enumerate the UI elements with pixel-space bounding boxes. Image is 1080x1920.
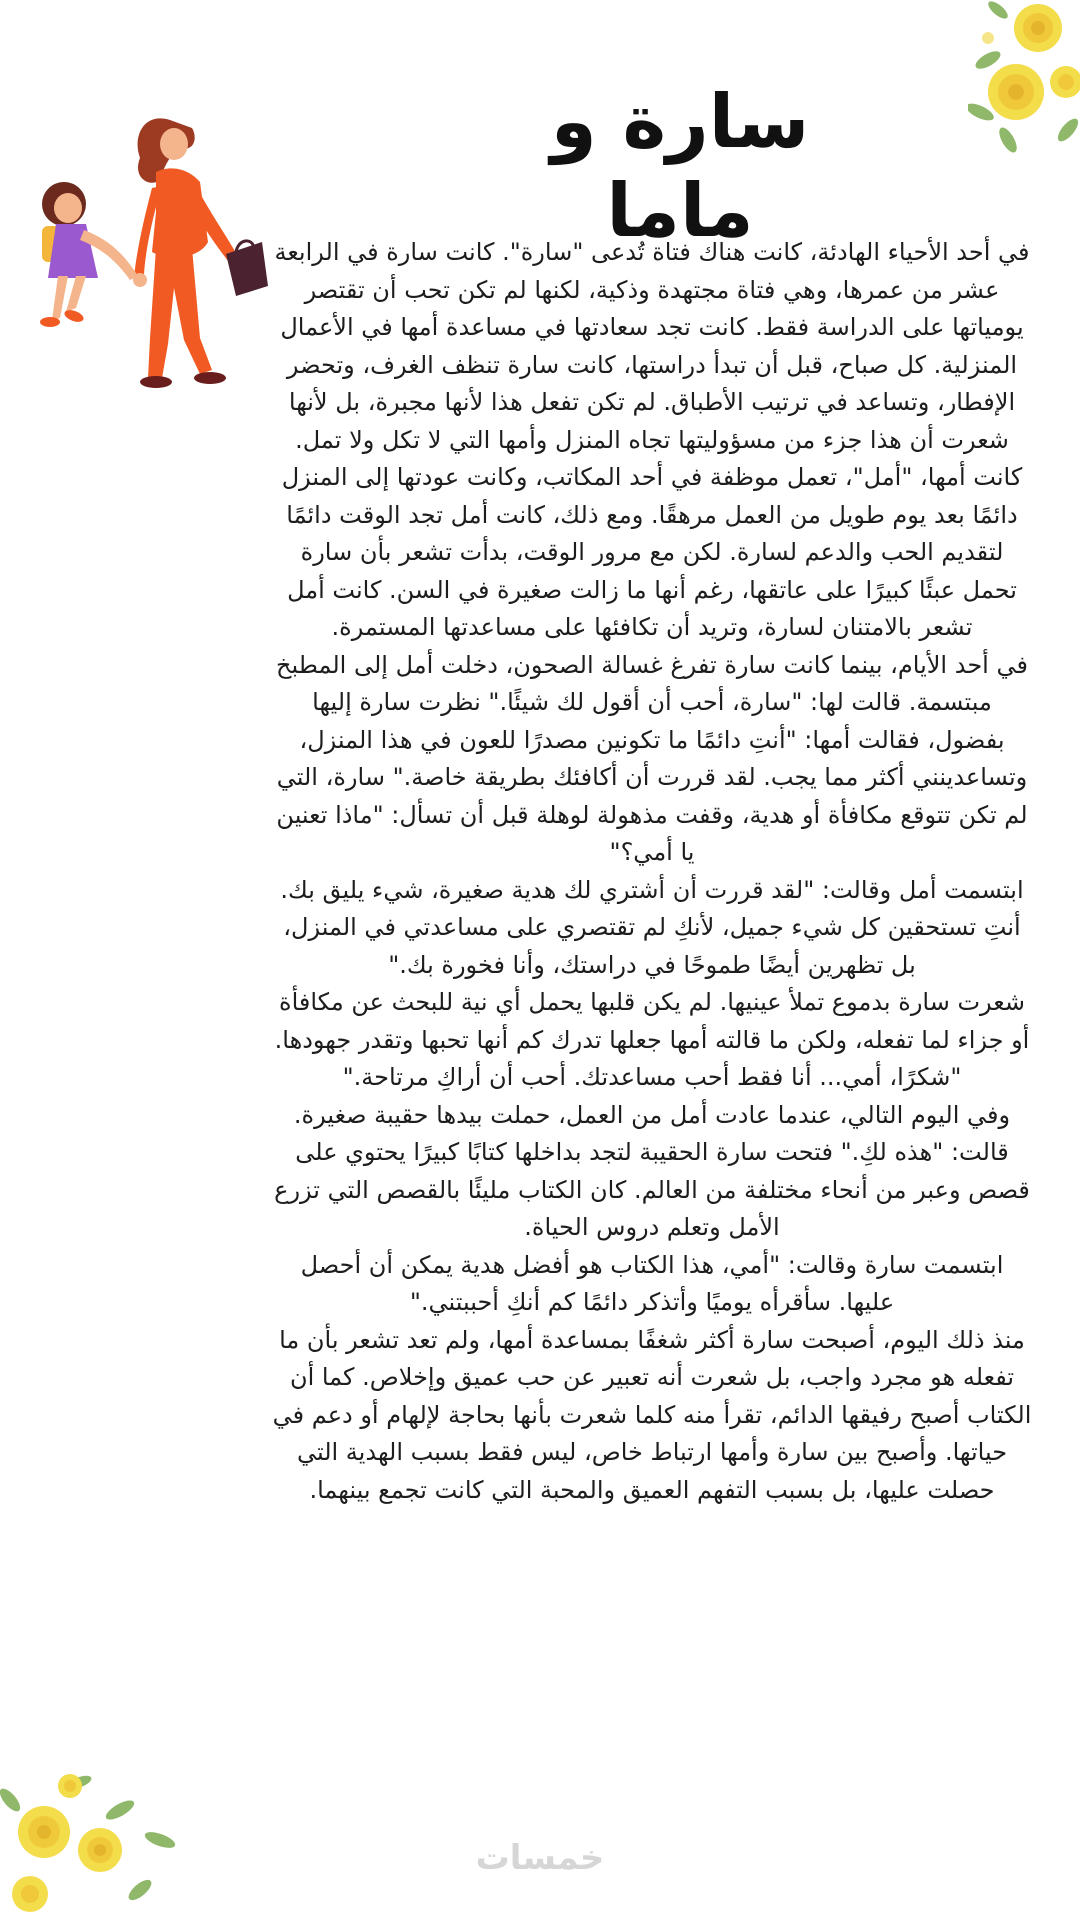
story-paragraph-7: ابتسمت سارة وقالت: "أمي، هذا الكتاب هو أفضل هدية يمكن أن أحصل عليها. سأقرأه يوميًا وأتذكر دائمًا كم أنكِ أحببتني."	[300, 1250, 1004, 1316]
story-paragraph-2: كانت أمها، "أمل"، تعمل موظفة في أحد المكاتب، وكانت عودتها إلى المنزل دائمًا بعد يوم طويل من العمل مرهقًا. ومع ذلك، كانت أمل تجد الوقت دائمًا لتقديم الحب والدعم لسارة. لكن مع مرور الوقت، بدأت تشعر بأن سارة تحمل عبئًا كبيرًا على عاتقها، رغم أنها ما زالت صغيرة في السن. كانت أمل تشعر بالامتنان لسارة، وتريد أن تكافئها على مساعدتها المستمرة.	[281, 463, 1023, 641]
story-paragraph-3: في أحد الأيام، بينما كانت سارة تفرغ غسالة الصحون، دخلت أمل إلى المطبخ مبتسمة. قالت لها: "سارة، أحب أن أقول لك شيئًا." نظرت سارة إليها بفضول، فقالت أمها: "أنتِ دائمًا ما تكونين مصدرًا للعون في هذا المنزل، وتساعدينني أكثر مما يجب. لقد قررت أن أكافئك بطريقة خاصة." سارة، التي لم تكن تتوقع مكافأة أو هدية، وقفت مذهولة لوهلة قبل أن تسأل: "ماذا تعنين يا أمي؟"	[276, 650, 1028, 866]
story-paragraph-1: في أحد الأحياء الهادئة، كانت هناك فتاة تُدعى "سارة". كانت سارة في الرابعة عشر من عمرها، وهي فتاة مجتهدة وذكية، لكنها لم تكن تحب أن تقتصر يومياتها على الدراسة فقط. كانت تجد سعادتها في مساعدة أمها في الأعمال المنزلية. كل صباح، قبل أن تبدأ دراستها، كانت سارة تنظف الغرف، وتحضر الإفطار، وتساعد في ترتيب الأطباق. لم تكن تفعل هذا لأنها مجبرة، بل لأنها شعرت أن هذا جزء من مسؤوليتها تجاه المنزل وأمها التي لا تكل ولا تمل.	[274, 238, 1030, 454]
yellow-roses-top-right-icon	[968, 0, 1080, 160]
story-paragraph-6: وفي اليوم التالي، عندما عادت أمل من العمل، حملت بيدها حقيبة صغيرة. قالت: "هذه لكِ." فتحت سارة الحقيبة لتجد بداخلها كتابًا كبيرًا يحتوي على قصص وعبر من أنحاء مختلفة من العالم. كان الكتاب مليئًا بالقصص التي تزرع الأمل وتعلم دروس الحياة.	[274, 1100, 1030, 1241]
story-paragraph-8: منذ ذلك اليوم، أصبحت سارة أكثر شغفًا بمساعدة أمها، ولم تعد تشعر بأن ما تفعله هو مجرد واجب، بل شعرت أنه تعبير عن حب عميق وإخلاص. كما أن الكتاب أصبح رفيقها الدائم، تقرأ منه كلما شعرت بأنها بحاجة لإلهام أو دعم في حياتها. وأصبح بين سارة وأمها ارتباط خاص، ليس فقط بسبب الهدية التي حصلت عليها، بل بسبب التفهم العميق والمحبة التي كانت تجمع بينهما.	[272, 1325, 1032, 1504]
page-title: سارة و ماما	[550, 79, 810, 254]
story-paragraph-4: ابتسمت أمل وقالت: "لقد قررت أن أشتري لك هدية صغيرة، شيء يليق بك. أنتِ تستحقين كل شيء جميل، لأنكِ لم تقتصري على مساعدتي في المنزل، بل تظهرين أيضًا طموحًا في دراستك، وأنا فخورة بك."	[280, 875, 1024, 979]
yellow-roses-bottom-left-icon	[0, 1770, 200, 1920]
watermark-text: خمسات	[475, 1838, 605, 1878]
mother-daughter-illustration-icon	[40, 108, 280, 408]
story-paragraph-5: شعرت سارة بدموع تملأ عينيها. لم يكن قلبها يحمل أي نية للبحث عن مكافأة أو جزاء لما تفعله، ولكن ما قالته أمها جعلها تدرك كم أنها تحبها وتقدر جهودها. "شكرًا، أمي... أنا فقط أحب مساعدتك. أحب أن أراكِ مرتاحة."	[274, 988, 1030, 1091]
story-body	[272, 234, 1032, 1509]
